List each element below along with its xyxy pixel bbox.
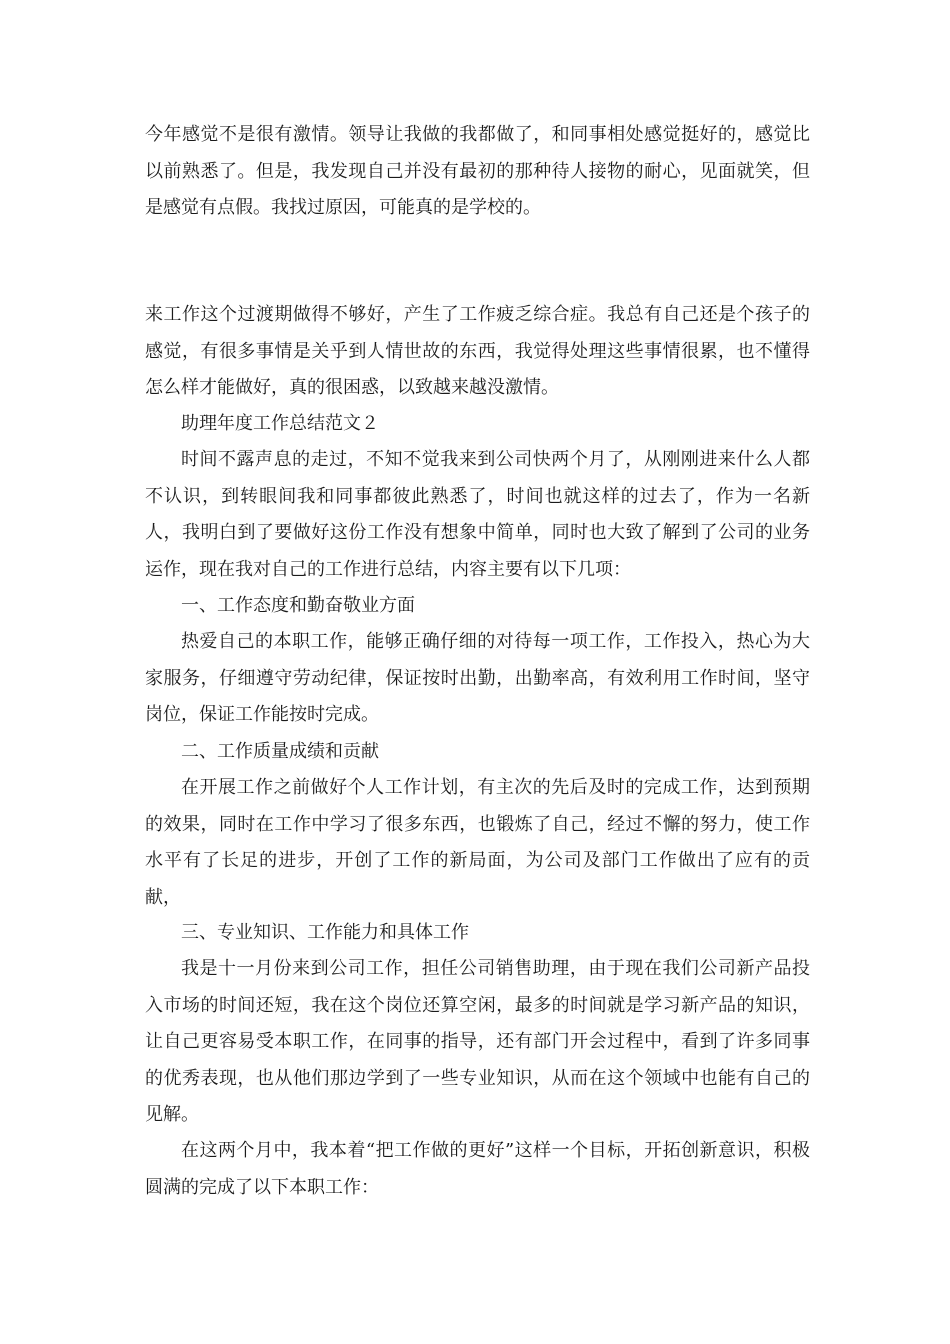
paragraph-work-fatigue: 来工作这个过渡期做得不够好，产生了工作疲乏综合症。我总有自己还是个孩子的感觉，有很多事情是关乎到人情世故的东西，我觉得处理这些事情很累，也不懂得怎么样才能做好，真的很困惑，以致越来越没激情。 [145,304,810,398]
heading-work-attitude: 一、工作态度和勤奋敬业方面 [181,595,415,616]
heading-work-quality: 二、工作质量成绩和贡献 [181,741,379,762]
section-title-example-2: 助理年度工作总结范文２ [181,413,379,434]
paragraph-two-months-goal: 在这两个月中，我本着“把工作做的更好”这样一个目标，开拓创新意识，积极圆满的完成了以下本职工作： [145,1140,810,1198]
paragraph-professional-knowledge: 我是十一月份来到公司工作，担任公司销售助理，由于现在我们公司新产品投入市场的时间还短，我在这个岗位还算空闲，最多的时间就是学习新产品的知识，让自己更容易受本职工作，在同事的指导，还有部门开会过程中，看到了许多同事的优秀表现，也从他们那边学到了一些专业知识，从而在这个领域中也能有自己的见解。 [145,958,810,1125]
paragraph-work-attitude: 热爱自己的本职工作，能够正确仔细的对待每一项工作，工作投入，热心为大家服务，仔细遵守劳动纪律，保证按时出勤，出勤率高，有效利用工作时间，坚守岗位，保证工作能按时完成。 [145,631,810,725]
paragraph-time-passing: 时间不露声息的走过，不知不觉我来到公司快两个月了，从刚刚进来什么人都不认识，到转眼间我和同事都彼此熟悉了，时间也就这样的过去了，作为一名新人，我明白到了要做好这份工作没有想象中简单，同时也大致了解到了公司的业务运作，现在我对自己的工作进行总结，内容主要有以下几项： [145,449,810,580]
heading-professional-knowledge: 三、专业知识、工作能力和具体工作 [181,922,469,943]
paragraph-work-quality: 在开展工作之前做好个人工作计划，有主次的先后及时的完成工作，达到预期的效果，同时在工作中学习了很多东西，也锻炼了自己，经过不懈的努力，使工作水平有了长足的进步，开创了工作的新局面，为公司及部门工作做出了应有的贡献， [145,777,810,908]
paragraph-intro-continued: 今年感觉不是很有激情。领导让我做的我都做了，和同事相处感觉挺好的，感觉比以前熟悉了。但是，我发现自己并没有最初的那种待人接物的耐心，见面就笑，但是感觉有点假。我找过原因，可能真的是学校的。 [145,124,810,218]
